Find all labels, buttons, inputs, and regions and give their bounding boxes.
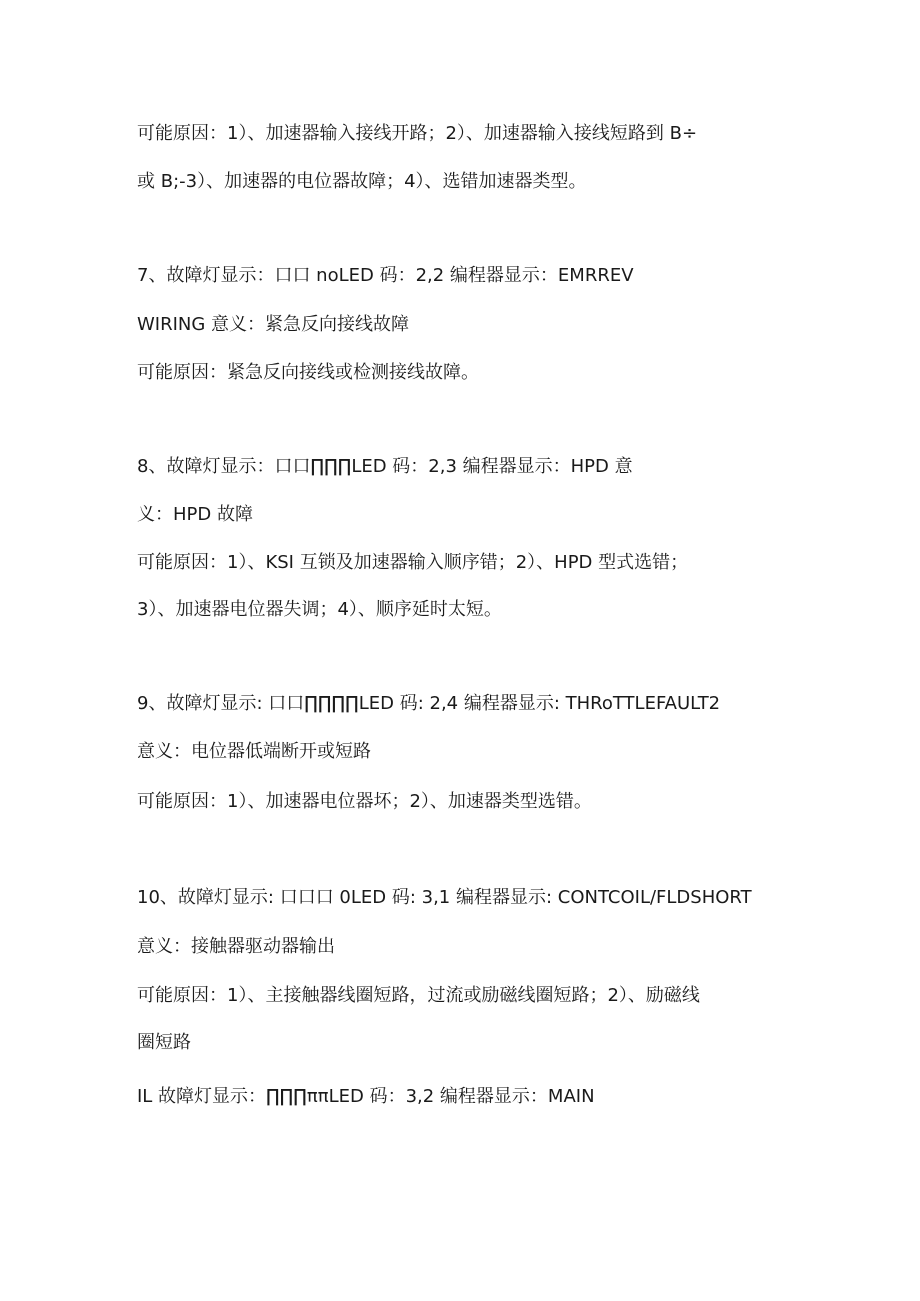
text-line: 意义：电位器低端断开或短路 xyxy=(137,741,371,762)
text-line: 圈短路 xyxy=(137,1032,191,1053)
text-line: WIRING 意义：紧急反向接线故障 xyxy=(137,314,410,335)
text-line: 8、故障灯显示：口口∏∏∏LED 码：2,3 编程器显示：HPD 意 xyxy=(137,456,633,477)
text-line: 可能原因：紧急反向接线或检测接线故障。 xyxy=(137,362,479,383)
text-line: IL 故障灯显示：∏∏∏ππLED 码：3,2 编程器显示：MAIN xyxy=(137,1086,595,1107)
text-line: 可能原因：1）、加速器电位器坏；2）、加速器类型选错。 xyxy=(137,791,592,812)
text-line: 9、故障灯显示: 口口∏∏∏∏LED 码: 2,4 编程器显示: THRoTTLEFAULT2 xyxy=(137,693,721,714)
text-line: 可能原因：1）、KSI 互锁及加速器输入顺序错；2）、HPD 型式选错； xyxy=(137,552,689,573)
text-line: 10、故障灯显示: 口口口 0LED 码: 3,1 编程器显示: CONTCOIL/FLDSHORT xyxy=(137,887,752,908)
text-line: 意义：接触器驱动器输出 xyxy=(137,936,335,957)
text-line: 义：HPD 故障 xyxy=(137,504,253,525)
text-line: 可能原因：1）、主接触器线圈短路，过流或励磁线圈短路；2）、励磁线 xyxy=(137,985,700,1006)
text-line: 3）、加速器电位器失调；4）、顺序延时太短。 xyxy=(137,599,502,620)
text-line: 或 B;-3）、加速器的电位器故障；4）、选错加速器类型。 xyxy=(137,171,587,192)
text-line: 可能原因：1）、加速器输入接线开路；2）、加速器输入接线短路到 B÷ xyxy=(137,123,698,144)
text-line: 7、故障灯显示：口口 noLED 码：2,2 编程器显示：EMRREV xyxy=(137,265,634,286)
